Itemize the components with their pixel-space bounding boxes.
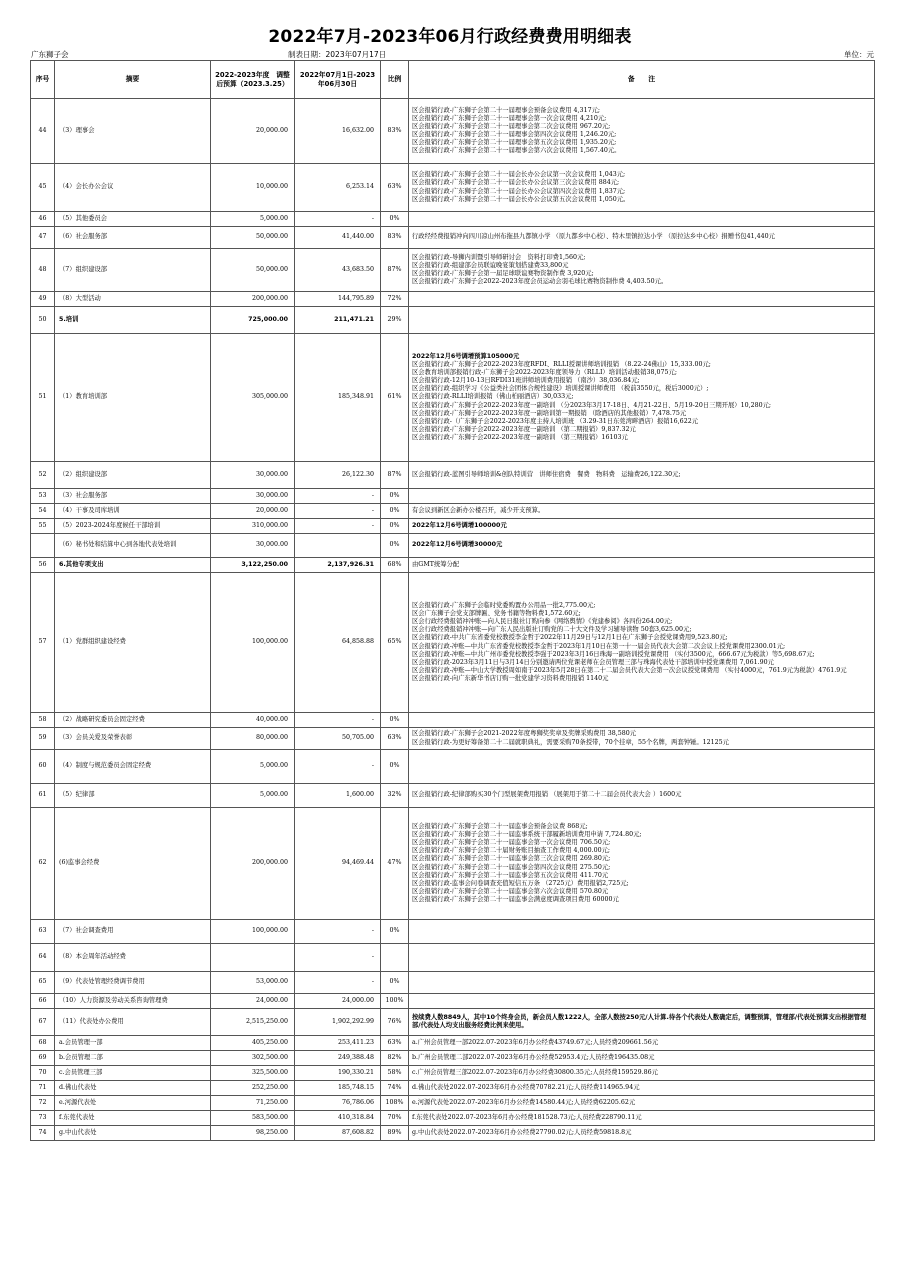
header-budget: 2022-2023年度 调整后预算（2023.3.25） [211, 61, 295, 99]
row-item: a.会员管理一部 [55, 1036, 211, 1051]
row-item: （7）社会调查费用 [55, 920, 211, 944]
note-line: 区会报销行政-广东狮子会第二十一届理事会第二次会议费用 967.20元; [412, 122, 611, 130]
row-number: 46 [31, 212, 55, 227]
row-budget: 71,250.00 [211, 1096, 295, 1111]
row-number: 58 [31, 713, 55, 728]
row-budget: 725,000.00 [211, 307, 295, 334]
note-line: 区会报销行政-广东狮子会第二十一届会长办公会议第三次会议费用 884元; [412, 179, 620, 187]
row-number: 73 [31, 1111, 55, 1126]
note-line: 区会报销行政-中共广东省委党校教授李金哲于2022年11月29日与12月1日在广东狮子会授党课费用9,523.80元; [412, 634, 728, 642]
row-number: 57 [31, 573, 55, 713]
row-actual: 94,469.44 [295, 808, 381, 920]
note-line: 区会报销行政-广东狮子会第二十一届理事会预备会议费用 4,317元; [412, 106, 600, 114]
row-number: 65 [31, 972, 55, 994]
row-actual: - [295, 504, 381, 519]
note-line: 区会报销行政-12月10-13日RFDI31班讲师培训费用报销 （南沙）38,036.84元; [412, 377, 640, 385]
row-item: （5）其他委员会 [55, 212, 211, 227]
note-line: 区会教育培训部报销行政-广东狮子会2022-2023年度领导力（RLLI）培训活动报销38,075元; [412, 369, 677, 377]
note-line: c.广州会员管理三部2022.07-2023年6月办公经费30800.35元;人员经费159529.86元 [412, 1068, 658, 1076]
row-item: （6）秘书处和结算中心到各地代表处培训 [55, 534, 211, 558]
note-line: 区会报销行政-RLLI培训报销（佛山柏丽酒店）30,033元; [412, 393, 574, 401]
row-number: 53 [31, 489, 55, 504]
row-budget: 310,000.00 [211, 519, 295, 534]
row-ratio: 0% [381, 489, 409, 504]
row-item: e.河源代表处 [55, 1096, 211, 1111]
row-note [409, 1081, 875, 1096]
note-line: 区会报销行政-组织学习《公益类社会团体合规性建设》培训授课讲师费用 （税前3550元，税后3000元）; [412, 385, 709, 393]
row-ratio: 0% [381, 713, 409, 728]
row-note [409, 920, 875, 944]
row-ratio: 65% [381, 573, 409, 713]
row-ratio: 61% [381, 334, 409, 462]
table-row [31, 292, 875, 307]
note-line: 区会行政经费报销冲冲账—向广东人民出版社订购党的二十大文件及学习辅导读物 50套3,625.00元; [412, 626, 692, 634]
row-budget: 302,500.00 [211, 1051, 295, 1066]
note-line: 区会报销行政-广东狮子会第二十一届会长办公会议第一次会议费用 1,043元; [412, 171, 626, 179]
row-number: 60 [31, 750, 55, 784]
row-note [409, 307, 875, 334]
row-item: （9）代表处管理经费调节费用 [55, 972, 211, 994]
row-item: g.中山代表处 [55, 1126, 211, 1141]
row-note [409, 1051, 875, 1066]
row-note [409, 994, 875, 1009]
note-line: 区会报销行政-向广东新华书店订购一批党建学习资料费用报销 1140元 [412, 674, 609, 682]
row-note [409, 573, 875, 713]
row-note [409, 728, 875, 750]
note-line: f.东莞代表处2022.07-2023年6月办公经费181528.73元;人员经费228790.11元 [412, 1113, 642, 1121]
note-line: 区会报销行政-广东狮子会2022-2023年度RFDI、RLLI授课讲师培训报销 （8.22-24佛山）15,333.00元; [412, 361, 711, 369]
row-budget: 100,000.00 [211, 573, 295, 713]
row-actual: 185,348.91 [295, 334, 381, 462]
row-number: 56 [31, 558, 55, 573]
note-line: 区会报销行政-组建部会员联谊晚宴策划搭建费33,800元 [412, 261, 569, 269]
row-actual: 24,000.00 [295, 994, 381, 1009]
note-highlight: 2022年12月6号调增30000元 [412, 541, 503, 549]
row-ratio: 100% [381, 994, 409, 1009]
row-number: 62 [31, 808, 55, 920]
table-row [31, 1126, 875, 1141]
row-note [409, 808, 875, 920]
note-line: 区会报销行政-蓝图引导师培训&创队特训营 讲师住宿费 餐费 物料费 运输费26,122.30元; [412, 470, 681, 478]
table-header-row [31, 61, 875, 99]
row-budget: 50,000.00 [211, 249, 295, 292]
row-ratio: 32% [381, 784, 409, 808]
row-budget: 40,000.00 [211, 713, 295, 728]
table-row [31, 164, 875, 212]
note-line: e.河源代表处2022.07-2023年6月办公经费14580.44元;人员经费62205.62元 [412, 1098, 636, 1106]
row-budget: 305,000.00 [211, 334, 295, 462]
row-ratio: 47% [381, 808, 409, 920]
note-line: 区会报销行政-广东狮子会2022-2023年度一副培训 （第二期报销）9,837.32元 [412, 425, 636, 433]
note-line: 区会报销行政-广东狮子会第二十一届理事会第五次会议费用 1,935.20元; [412, 139, 617, 147]
row-budget: 5,000.00 [211, 212, 295, 227]
row-item: 6.其他专项支出 [55, 558, 211, 573]
row-number: 72 [31, 1096, 55, 1111]
table-row [31, 944, 875, 972]
row-note [409, 1126, 875, 1141]
table-row [31, 994, 875, 1009]
row-actual: 1,600.00 [295, 784, 381, 808]
note-line: 区会报销行政-冲账—中山大学教授周如南于2023年5月28日在第二十二届会员代表大会第一次会议授党课费用 （实付4000元，761.9元为税款）4761.9元 [412, 666, 847, 674]
row-actual: 253,411.23 [295, 1036, 381, 1051]
row-number: 49 [31, 292, 55, 307]
row-note [409, 1111, 875, 1126]
row-ratio: 82% [381, 1051, 409, 1066]
row-note [409, 462, 875, 489]
table-row [31, 920, 875, 944]
table-row [31, 1111, 875, 1126]
row-ratio: 87% [381, 462, 409, 489]
row-number: 61 [31, 784, 55, 808]
row-budget: 100,000.00 [211, 920, 295, 944]
row-item: （3）社会服务部 [55, 489, 211, 504]
row-number: 67 [31, 1009, 55, 1036]
header-no: 序号 [31, 61, 55, 99]
header-actual: 2022年07月1日-2023年06月30日 [295, 61, 381, 99]
row-actual: 43,683.50 [295, 249, 381, 292]
row-actual: 41,440.00 [295, 227, 381, 249]
row-note [409, 489, 875, 504]
row-note [409, 972, 875, 994]
note-line: 区会报销行政-冲账—中共广州市委党校教授李强于2023年3月16日珠海一副培训授党课费用 （实付3500元，666.67元为税款）等5,698.67元; [412, 650, 815, 658]
row-note [409, 944, 875, 972]
row-item: （5）2023-2024年度候任干部培训 [55, 519, 211, 534]
row-ratio: 0% [381, 750, 409, 784]
table-row [31, 212, 875, 227]
row-item: （4）会长办公会议 [55, 164, 211, 212]
row-ratio: 0% [381, 534, 409, 558]
row-number: 45 [31, 164, 55, 212]
note-line: 区会报销行政-广东狮子会第二十一届会长办公会议第五次会议费用 1,050元。 [412, 195, 630, 203]
row-actual: - [295, 972, 381, 994]
note-line: 区会报销行政-广东狮子会第二十一届监事会预备会议费 868元; [412, 823, 588, 831]
row-number: 63 [31, 920, 55, 944]
note-line: 区会报销行政-广东狮子会2022-2023年度会员运动会羽毛球比赛物资制作费 4,403.50元。 [412, 278, 668, 286]
row-note [409, 249, 875, 292]
note-line: d.佛山代表处2022.07-2023年6月办公经费70782.21元;人员经费114965.94元 [412, 1083, 640, 1091]
row-actual: 6,253.14 [295, 164, 381, 212]
row-item: f.东莞代表处 [55, 1111, 211, 1126]
table-row [31, 227, 875, 249]
table-row [31, 784, 875, 808]
row-ratio: 83% [381, 99, 409, 164]
row-note [409, 212, 875, 227]
row-actual: 26,122.30 [295, 462, 381, 489]
row-item: （6）社会服务部 [55, 227, 211, 249]
row-actual: 410,318.84 [295, 1111, 381, 1126]
row-ratio: 63% [381, 728, 409, 750]
row-actual: - [295, 489, 381, 504]
row-note [409, 713, 875, 728]
row-number: 54 [31, 504, 55, 519]
row-actual: - [295, 920, 381, 944]
note-line: 区会行政经费报销冲冲账—向人民日报社订购向参《网络舆情》《党建参阅》各四份264.00元; [412, 618, 673, 626]
note-line: b.广州会员管理二部2022.07-2023年6月办公经费52953.4元;人员经费196435.08元 [412, 1053, 655, 1061]
table-row [31, 713, 875, 728]
row-budget: 30,000.00 [211, 462, 295, 489]
organization-name: 广东狮子会 [31, 50, 69, 59]
row-item: （8）大型活动 [55, 292, 211, 307]
row-actual: 16,632.00 [295, 99, 381, 164]
currency-unit: 单位：元 [844, 50, 874, 59]
note-line: 区会报销行政-（广东狮子会2022-2023年度主持人培训班 （3.29-31日东莞湾畔酒店）报销16,622元 [412, 417, 699, 425]
table-row [31, 728, 875, 750]
row-item: （4）制度与规范委员会固定经费 [55, 750, 211, 784]
row-note [409, 504, 875, 519]
note-line: 区会报销行政-广东狮子会第二十一届监事会第五次会议费用 411.70元 [412, 871, 609, 879]
table-row [31, 750, 875, 784]
row-number: 68 [31, 1036, 55, 1051]
table-row [31, 249, 875, 292]
note-line: 由GMT统筹分配 [412, 560, 460, 568]
table-body [31, 99, 875, 1141]
note-line: 区会报销行政-广东狮子会第二十届财务账目抽查工作费用 4,000.00元; [412, 847, 611, 855]
note-line: 区会报销行政-广东狮子会第二十一届监事系统干部履新培训费用申请 7,724.80元; [412, 831, 642, 839]
row-ratio: 76% [381, 1009, 409, 1036]
row-actual: 76,786.06 [295, 1096, 381, 1111]
row-item: （1）教育培训部 [55, 334, 211, 462]
note-line: 区会报销行政-广东狮子会第一届足球联谊赛物资制作费 3,920元; [412, 270, 594, 277]
header-ratio: 比例 [381, 61, 409, 99]
row-item: （2）战略研究委员会固定经费 [55, 713, 211, 728]
row-note [409, 558, 875, 573]
row-note [409, 1066, 875, 1081]
row-actual: 185,748.15 [295, 1081, 381, 1096]
row-ratio: 29% [381, 307, 409, 334]
row-note [409, 784, 875, 808]
row-note [409, 227, 875, 249]
table-row [31, 1081, 875, 1096]
document-title: 2022年7月-2023年06月行政经费费用明细表 [268, 27, 632, 47]
row-number: 69 [31, 1051, 55, 1066]
header-item: 摘要 [55, 61, 211, 99]
row-ratio: 89% [381, 1126, 409, 1141]
row-ratio: 83% [381, 227, 409, 249]
note-line: 有会议到新区会新办公楼召开，减少开支预算。 [412, 506, 545, 514]
note-line: 区会报销行政-广东狮子会第二十一届监事会第六次会议费用 570.80元 [412, 887, 609, 895]
row-actual: - [295, 212, 381, 227]
row-actual: - [295, 750, 381, 784]
row-ratio: 58% [381, 1066, 409, 1081]
row-item: （3）会员关爱及荣誉表彰 [55, 728, 211, 750]
row-number: 52 [31, 462, 55, 489]
row-item: （5）纪律部 [55, 784, 211, 808]
note-line: 区会报销行政-广东狮子会第二十一届监事会满意度调查项目费用 60000元 [412, 895, 619, 903]
row-note [409, 534, 875, 558]
table-row [31, 808, 875, 920]
prepared-date: 制表日期：2023年07月17日 [288, 50, 387, 59]
expense-table [30, 60, 875, 1141]
note-line: 区会报销行政-广东狮子会第二十一届理事会第一次会议费用 4,210元; [412, 114, 607, 122]
table-row [31, 504, 875, 519]
row-budget: 2,515,250.00 [211, 1009, 295, 1036]
row-actual: 50,705.00 [295, 728, 381, 750]
row-budget: 24,000.00 [211, 994, 295, 1009]
note-highlight: 2022年12月6号调增预算105000元 [412, 352, 520, 360]
table-row [31, 1009, 875, 1036]
note-line: 区会报销行政-纪律部购买30个门型展架费用报销 （展架用于第二十二届会员代表大会 ）1600元 [412, 791, 682, 799]
row-ratio: 0% [381, 920, 409, 944]
table-row [31, 558, 875, 573]
row-number: 59 [31, 728, 55, 750]
row-number: 47 [31, 227, 55, 249]
row-ratio: 70% [381, 1111, 409, 1126]
note-line: 行政经经费报销冲向四川凉山州布拖县九都镇小学 （原九都乡中心校）、特木里镇拉达小学 （原拉达乡中心校）捐赠书包41,440元 [412, 233, 775, 241]
note-line: 区会报销行政-导狮内训暨引导师研讨会 资料打印费1,560元; [412, 253, 586, 261]
table-row [31, 534, 875, 558]
note-line: g.中山代表处2022.07-2023年6月办公经费27790.02元;人员经费59818.8元 [412, 1128, 632, 1136]
row-actual: 144,795.89 [295, 292, 381, 307]
note-line: 区会报销行政-广东狮子会第二十一届理事会第六次会议费用 1,567.40元。 [412, 147, 621, 155]
table-row [31, 334, 875, 462]
row-budget: 30,000.00 [211, 534, 295, 558]
row-item: 5.培训 [55, 307, 211, 334]
row-budget: 20,000.00 [211, 504, 295, 519]
note-line: 区会报销行政-广东狮子会2022-2023年度一副培训第一期报销 （除酒店的其他报销）7,478.75元 [412, 409, 687, 417]
row-item: c.会员管理三部 [55, 1066, 211, 1081]
table-row [31, 1051, 875, 1066]
row-number: 74 [31, 1126, 55, 1141]
table-row [31, 462, 875, 489]
row-actual: 87,608.82 [295, 1126, 381, 1141]
row-number: 71 [31, 1081, 55, 1096]
row-number: 51 [31, 334, 55, 462]
row-item: （4）干事及司库培训 [55, 504, 211, 519]
row-budget: 252,250.00 [211, 1081, 295, 1096]
row-item: (6)监事会经费 [55, 808, 211, 920]
row-item: （1）党群组织建设经费 [55, 573, 211, 713]
note-line: 区会报销行政-监事会问卷调查充值短信五万条 （2725元）费用报销2,725元; [412, 879, 629, 887]
note-highlight: 2022年12月6号调增100000元 [412, 521, 507, 529]
note-line: 区会报销行政-为更好筹备第二十二届就职典礼，需要采购70条授带，70个挂章，55个名牌，两套钟锤。12125元 [412, 738, 729, 746]
row-actual: 249,388.48 [295, 1051, 381, 1066]
row-ratio: 72% [381, 292, 409, 307]
note-line: 区会报销行政-2023年3月11日与3月14日分别邀请两位党课老师在会员管理三部与珠海代表处干部培训中授党课费用 7,061.90元 [412, 658, 774, 666]
note-highlight: 按续费人数8849人，其中10个终身会员，新会员人数1222人，全部人数按250元/人计算.待各个代表处人数确定后，调整预算，管理部/代表处预算支出根据管理部/代表处人均支出服务经费比例来使用。 [412, 1013, 867, 1029]
row-ratio: 74% [381, 1081, 409, 1096]
table-row [31, 972, 875, 994]
row-note [409, 750, 875, 784]
note-line: 区会报销行政-广东狮子会第二十一届监事会第一次会议费用 706.50元; [412, 839, 611, 847]
header-note: 备 注 [409, 61, 875, 99]
row-actual: - [295, 713, 381, 728]
row-ratio: 0% [381, 519, 409, 534]
note-line: 区会报销行政-广东狮子会第二十一届监事会第四次会议费用 275.50元; [412, 863, 611, 871]
row-number: 66 [31, 994, 55, 1009]
row-number: 64 [31, 944, 55, 972]
row-ratio: 0% [381, 212, 409, 227]
row-budget: 200,000.00 [211, 808, 295, 920]
row-budget: 3,122,250.00 [211, 558, 295, 573]
row-budget: 80,000.00 [211, 728, 295, 750]
row-number: 50 [31, 307, 55, 334]
note-line: 区会报销行政-广东狮子会2022-2023年度一副培训 （第三期报销）16103元 [412, 433, 628, 441]
row-actual: - [295, 519, 381, 534]
row-actual: - [295, 944, 381, 972]
row-budget: 405,250.00 [211, 1036, 295, 1051]
row-actual: 64,858.88 [295, 573, 381, 713]
row-item: d.佛山代表处 [55, 1081, 211, 1096]
row-item: （10）人力资源及劳动关系咨询管理费 [55, 994, 211, 1009]
row-budget: 98,250.00 [211, 1126, 295, 1141]
row-budget: 325,500.00 [211, 1066, 295, 1081]
row-budget [211, 944, 295, 972]
row-number: 44 [31, 99, 55, 164]
row-number: 48 [31, 249, 55, 292]
row-budget: 10,000.00 [211, 164, 295, 212]
row-ratio: 63% [381, 164, 409, 212]
row-item: （8）本会周年活动经费 [55, 944, 211, 972]
row-actual [295, 534, 381, 558]
table-row [31, 1096, 875, 1111]
row-ratio: 63% [381, 1036, 409, 1051]
row-ratio: 87% [381, 249, 409, 292]
note-line: 区会报销行政-冲账—中共广东省委党校教授李金哲于2023年1月10日在第一十一届会员代表大会第二次会议上授党课费用2300.01元; [412, 642, 786, 650]
table-row [31, 519, 875, 534]
table-row [31, 489, 875, 504]
row-note [409, 1009, 875, 1036]
row-item: （11）代表处办公费用 [55, 1009, 211, 1036]
row-budget: 200,000.00 [211, 292, 295, 307]
note-line: 区会报销行政-广东狮子会2022-2023年度一副培训 （分2023年3月17-18日、4月21-22日、5月19-20日三期开展）10,280元; [412, 401, 772, 409]
row-budget: 5,000.00 [211, 784, 295, 808]
row-actual: 211,471.21 [295, 307, 381, 334]
row-budget: 20,000.00 [211, 99, 295, 164]
table-row [31, 1066, 875, 1081]
row-ratio: 0% [381, 972, 409, 994]
row-budget: 5,000.00 [211, 750, 295, 784]
row-item: （7）组织建设部 [55, 249, 211, 292]
row-item: （2）组织建设部 [55, 462, 211, 489]
row-number [31, 534, 55, 558]
note-line: 区会报销行政-广东狮子会临时党委购置办公用品一批2,775.00元; [412, 602, 596, 610]
row-number: 55 [31, 519, 55, 534]
row-ratio: 108% [381, 1096, 409, 1111]
row-note [409, 519, 875, 534]
row-budget: 30,000.00 [211, 489, 295, 504]
note-line: a.广州会员管理一部2022.07-2023年6月办公经费43749.67元;人员经费209661.56元 [412, 1038, 659, 1046]
note-line: 区会报销行政-广东狮子会第二十一届监事会第三次会议费用 269.80元; [412, 855, 611, 863]
row-actual: 190,330.21 [295, 1066, 381, 1081]
table-row [31, 307, 875, 334]
row-budget: 50,000.00 [211, 227, 295, 249]
row-actual: 2,137,926.31 [295, 558, 381, 573]
row-ratio: 0% [381, 504, 409, 519]
row-note [409, 164, 875, 212]
note-line: 区会广东狮子会党支部牌匾、党务书籍等物料费1,572.60元; [412, 610, 581, 618]
row-note [409, 99, 875, 164]
row-item: b.会员管理二部 [55, 1051, 211, 1066]
row-note [409, 292, 875, 307]
table-row [31, 573, 875, 713]
note-line: 区会报销行政-广东狮子会第二十一届理事会第四次会议费用 1,246.20元; [412, 131, 617, 138]
row-ratio: 68% [381, 558, 409, 573]
row-ratio [381, 944, 409, 972]
table-row [31, 99, 875, 164]
note-line: 区会报销行政-广东狮子会第二十一届会长办公会议第四次会议费用 1,837元; [412, 187, 626, 195]
row-actual: 1,902,292.99 [295, 1009, 381, 1036]
row-budget: 53,000.00 [211, 972, 295, 994]
row-item: （3）理事会 [55, 99, 211, 164]
row-number: 70 [31, 1066, 55, 1081]
table-row [31, 1036, 875, 1051]
row-note [409, 334, 875, 462]
row-note [409, 1036, 875, 1051]
row-budget: 583,500.00 [211, 1111, 295, 1126]
note-line: 区会报销行政-广东狮子会2021-2022年度粤狮奖奖章及奖牌采购费用 38,580元 [412, 730, 637, 738]
row-note [409, 1096, 875, 1111]
